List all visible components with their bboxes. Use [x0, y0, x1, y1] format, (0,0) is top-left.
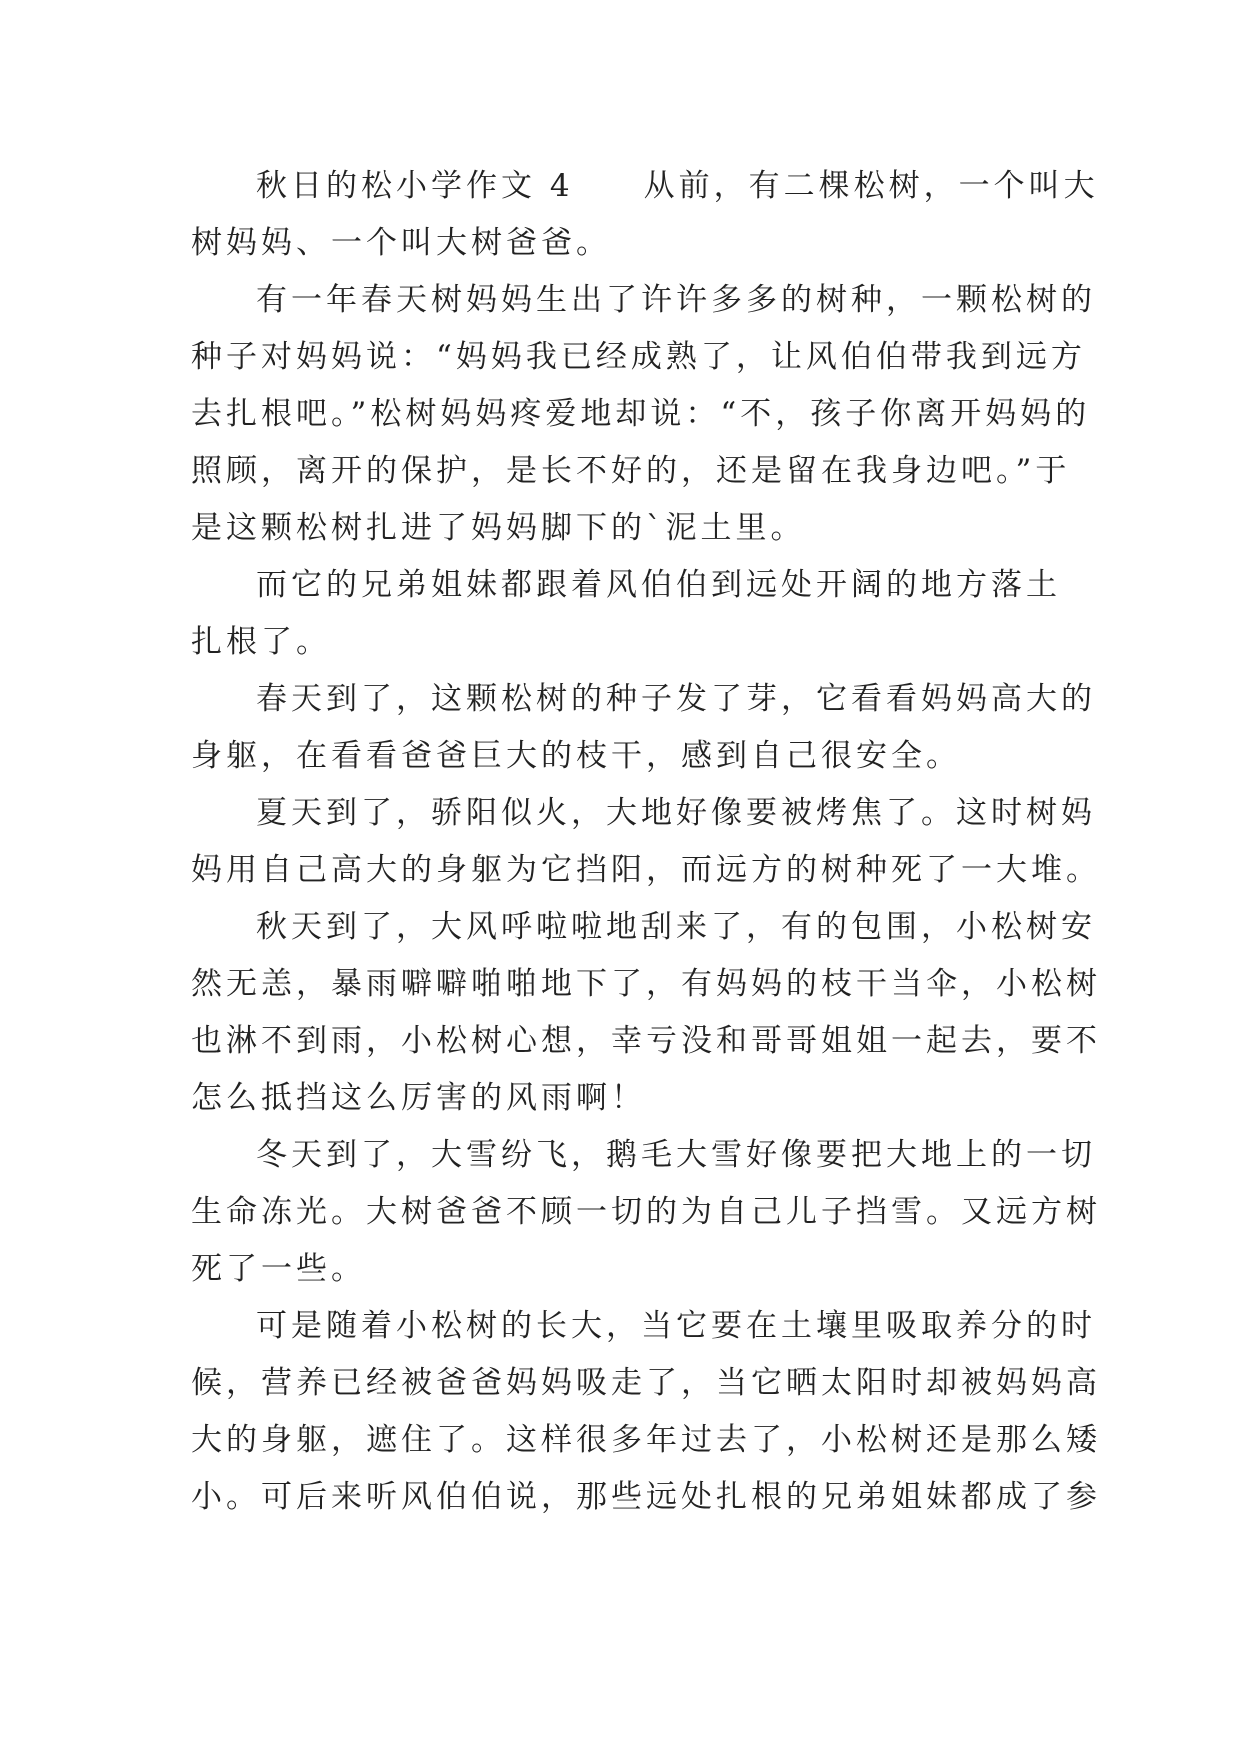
- text-line: 是这颗松树扎进了妈妈脚下的`泥土里。: [191, 510, 806, 546]
- text-line: 死了一些。: [191, 1251, 366, 1287]
- text-line: 可是随着小松树的长大，当它要在土壤里吸取养分的时: [256, 1308, 1096, 1344]
- text-line: 有一年春天树妈妈生出了许许多多的树种，一颗松树的: [256, 282, 1096, 318]
- text-line: 春天到了，这颗松树的种子发了芽，它看看妈妈高大的: [256, 681, 1096, 717]
- text-line: 候，营养已经被爸爸妈妈吸走了，当它晒太阳时却被妈妈高: [191, 1365, 1101, 1401]
- text-line: 秋天到了，大风呼啦啦地刮来了，有的包围，小松树安: [256, 909, 1096, 945]
- text-line: 种子对妈妈说：“妈妈我已经成熟了，让风伯伯带我到远方: [191, 339, 1086, 375]
- text-line: 照顾，离开的保护，是长不好的，还是留在我身边吧。”于: [191, 453, 1071, 489]
- text-line: 然无恙，暴雨噼噼啪啪地下了，有妈妈的枝干当伞，小松树: [191, 966, 1101, 1002]
- text-line: 妈用自己高大的身躯为它挡阳，而远方的树种死了一大堆。: [191, 852, 1101, 888]
- text-line: 去扎根吧。”松树妈妈疼爱地却说：“不，孩子你离开妈妈的: [191, 396, 1091, 432]
- text-line: 树妈妈、一个叫大树爸爸。: [191, 225, 611, 261]
- text-line: 夏天到了，骄阳似火，大地好像要被烤焦了。这时树妈: [256, 795, 1096, 831]
- text-line: 冬天到了，大雪纷飞，鹅毛大雪好像要把大地上的一切: [256, 1137, 1096, 1173]
- text-line: 而它的兄弟姐妹都跟着风伯伯到远处开阔的地方落土: [256, 567, 1061, 603]
- text-line: 生命冻光。大树爸爸不顾一切的为自己儿子挡雪。又远方树: [191, 1194, 1101, 1230]
- text-line: 身躯，在看看爸爸巨大的枝干，感到自己很安全。: [191, 738, 961, 774]
- text-line: 秋日的松小学作文 4 从前，有二棵松树，一个叫大: [256, 168, 1099, 204]
- text-line: 小。可后来听风伯伯说，那些远处扎根的兄弟姐妹都成了参: [191, 1479, 1101, 1515]
- text-line: 扎根了。: [191, 624, 331, 660]
- text-line: 也淋不到雨，小松树心想，幸亏没和哥哥姐姐一起去，要不: [191, 1023, 1101, 1059]
- text-line: 怎么抵挡这么厉害的风雨啊！: [191, 1080, 646, 1116]
- text-line: 大的身躯，遮住了。这样很多年过去了，小松树还是那么矮: [191, 1422, 1101, 1458]
